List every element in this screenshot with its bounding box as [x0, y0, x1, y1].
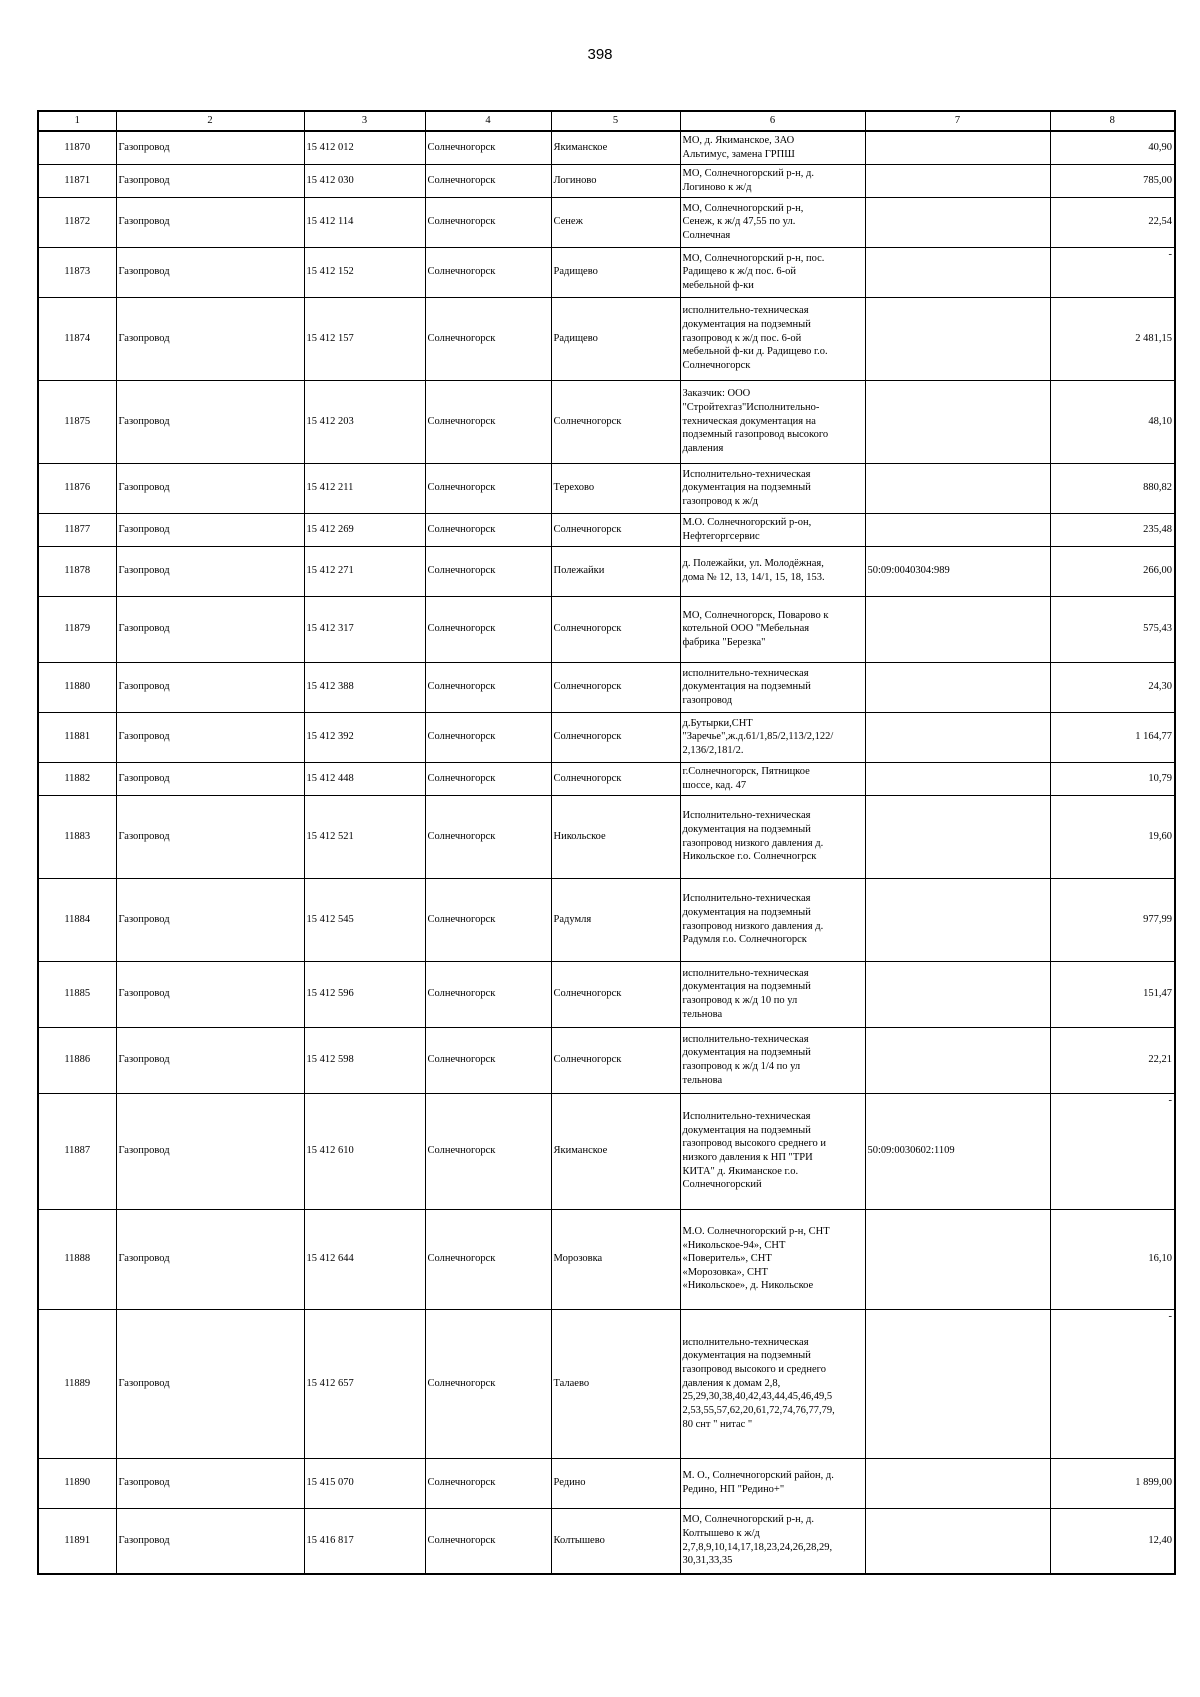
- table-row: [38, 795, 1175, 878]
- column-header: 5: [551, 111, 680, 131]
- object-type-cell: Газопровод: [116, 878, 304, 961]
- district-cell: Солнечногорск: [425, 1508, 551, 1574]
- table-row: [38, 1209, 1175, 1309]
- cadastral-number-cell: [865, 961, 1050, 1027]
- cadastral-number-cell: [865, 712, 1050, 762]
- cadastral-number-cell: [865, 197, 1050, 247]
- table-row: [38, 513, 1175, 546]
- value-cell: 16,10: [1050, 1209, 1175, 1309]
- locality-cell: Солнечногорск: [551, 662, 680, 712]
- object-type-cell: Газопровод: [116, 662, 304, 712]
- locality-cell: Солнечногорск: [551, 513, 680, 546]
- district-cell: Солнечногорск: [425, 463, 551, 513]
- description-cell: МО, Солнечногорский р-н, д. Логиново к ж/д: [680, 164, 865, 197]
- locality-cell: Логиново: [551, 164, 680, 197]
- cadastral-number-cell: [865, 596, 1050, 662]
- object-type-cell: Газопровод: [116, 380, 304, 463]
- locality-cell: Никольское: [551, 795, 680, 878]
- row-number-cell: 11891: [38, 1508, 116, 1574]
- code-cell: 15 412 211: [304, 463, 425, 513]
- description-cell: исполнительно-техническая документация на подземный газопровод высокого и среднего давления к домам 2,8, 25,29,30,38,40,42,43,44,45,46,49,5 2,53,55,57,62,20,61,72,74,76,77,79, 80 снт " нитас ": [680, 1309, 865, 1458]
- code-cell: 15 412 271: [304, 546, 425, 596]
- description-cell: М.О. Солнечногорский р-он, Нефтегоргсервис: [680, 513, 865, 546]
- description-cell: МО, Солнечногорск, Поварово к котельной ООО "Мебельная фабрика "Березка": [680, 596, 865, 662]
- locality-cell: Солнечногорск: [551, 961, 680, 1027]
- description-cell: МО, д. Якиманское, ЗАО Альтимус, замена ГРПШ: [680, 131, 865, 164]
- row-number-cell: 11874: [38, 297, 116, 380]
- code-cell: 15 412 152: [304, 247, 425, 297]
- code-cell: 15 412 610: [304, 1093, 425, 1209]
- district-cell: Солнечногорск: [425, 1458, 551, 1508]
- description-cell: Исполнительно-техническая документация на подземный газопровод к ж/д: [680, 463, 865, 513]
- row-number-cell: 11881: [38, 712, 116, 762]
- table-row: [38, 380, 1175, 463]
- code-cell: 15 412 598: [304, 1027, 425, 1093]
- description-cell: д. Полежайки, ул. Молодёжная, дома № 12, 13, 14/1, 15, 18, 153.: [680, 546, 865, 596]
- district-cell: Солнечногорск: [425, 247, 551, 297]
- object-type-cell: Газопровод: [116, 596, 304, 662]
- code-cell: 15 412 596: [304, 961, 425, 1027]
- value-cell: 22,54: [1050, 197, 1175, 247]
- table-row: [38, 131, 1175, 164]
- district-cell: Солнечногорск: [425, 131, 551, 164]
- cadastral-number-cell: [865, 380, 1050, 463]
- value-cell: 151,47: [1050, 961, 1175, 1027]
- cadastral-number-cell: [865, 164, 1050, 197]
- value-cell: 12,40: [1050, 1508, 1175, 1574]
- locality-cell: Солнечногорск: [551, 712, 680, 762]
- code-cell: 15 415 070: [304, 1458, 425, 1508]
- cadastral-number-cell: [865, 878, 1050, 961]
- value-cell: 40,90: [1050, 131, 1175, 164]
- locality-cell: Сенеж: [551, 197, 680, 247]
- code-cell: 15 412 030: [304, 164, 425, 197]
- locality-cell: Якиманское: [551, 131, 680, 164]
- cadastral-number-cell: [865, 1027, 1050, 1093]
- row-number-cell: 11886: [38, 1027, 116, 1093]
- value-cell: 266,00: [1050, 546, 1175, 596]
- object-type-cell: Газопровод: [116, 1309, 304, 1458]
- cadastral-number-cell: [865, 513, 1050, 546]
- cadastral-number-cell: 50:09:0030602:1109: [865, 1093, 1050, 1209]
- object-type-cell: Газопровод: [116, 164, 304, 197]
- value-cell: 1 164,77: [1050, 712, 1175, 762]
- row-number-cell: 11871: [38, 164, 116, 197]
- value-cell: 22,21: [1050, 1027, 1175, 1093]
- locality-cell: Солнечногорск: [551, 380, 680, 463]
- district-cell: Солнечногорск: [425, 164, 551, 197]
- code-cell: 15 412 448: [304, 762, 425, 795]
- district-cell: Солнечногорск: [425, 297, 551, 380]
- table-row: [38, 197, 1175, 247]
- value-cell: -: [1050, 1309, 1175, 1458]
- object-type-cell: Газопровод: [116, 546, 304, 596]
- code-cell: 15 412 392: [304, 712, 425, 762]
- value-cell: 575,43: [1050, 596, 1175, 662]
- code-cell: 15 412 203: [304, 380, 425, 463]
- table-row: [38, 164, 1175, 197]
- cadastral-number-cell: [865, 1309, 1050, 1458]
- code-cell: 15 416 817: [304, 1508, 425, 1574]
- code-cell: 15 412 644: [304, 1209, 425, 1309]
- row-number-cell: 11890: [38, 1458, 116, 1508]
- description-cell: МО, Солнечногорский р-н, Сенеж, к ж/д 47,55 по ул. Солнечная: [680, 197, 865, 247]
- row-number-cell: 11883: [38, 795, 116, 878]
- code-cell: 15 412 317: [304, 596, 425, 662]
- description-cell: МО, Солнечногорский р-н, д. Колтышево к ж/д 2,7,8,9,10,14,17,18,23,24,26,28,29, 30,31,33,35: [680, 1508, 865, 1574]
- description-cell: г.Солнечногорск, Пятницкое шоссе, кад. 47: [680, 762, 865, 795]
- table-row: [38, 247, 1175, 297]
- cadastral-number-cell: [865, 131, 1050, 164]
- value-cell: 10,79: [1050, 762, 1175, 795]
- locality-cell: Якиманское: [551, 1093, 680, 1209]
- locality-cell: Морозовка: [551, 1209, 680, 1309]
- cadastral-number-cell: [865, 1458, 1050, 1508]
- row-number-cell: 11877: [38, 513, 116, 546]
- page-number: 398: [587, 46, 613, 63]
- object-type-cell: Газопровод: [116, 1458, 304, 1508]
- value-cell: 19,60: [1050, 795, 1175, 878]
- object-type-cell: Газопровод: [116, 463, 304, 513]
- row-number-cell: 11872: [38, 197, 116, 247]
- value-cell: 977,99: [1050, 878, 1175, 961]
- row-number-cell: 11885: [38, 961, 116, 1027]
- code-cell: 15 412 657: [304, 1309, 425, 1458]
- table-row: [38, 1027, 1175, 1093]
- description-cell: исполнительно-техническая документация на подземный газопровод к ж/д пос. 6-ой мебельной ф-ки д. Радищево г.о. Солнечногорск: [680, 297, 865, 380]
- row-number-cell: 11882: [38, 762, 116, 795]
- table-row: [38, 712, 1175, 762]
- table-row: [38, 878, 1175, 961]
- header-row: [38, 111, 1175, 131]
- column-header: 8: [1050, 111, 1175, 131]
- description-cell: М. О., Солнечногорский район, д. Редино, НП "Редино+": [680, 1458, 865, 1508]
- object-type-cell: Газопровод: [116, 1209, 304, 1309]
- district-cell: Солнечногорск: [425, 878, 551, 961]
- cadastral-number-cell: [865, 762, 1050, 795]
- district-cell: Солнечногорск: [425, 1309, 551, 1458]
- cadastral-number-cell: [865, 463, 1050, 513]
- value-cell: 235,48: [1050, 513, 1175, 546]
- district-cell: Солнечногорск: [425, 1093, 551, 1209]
- description-cell: исполнительно-техническая документация на подземный газопровод к ж/д 1/4 по ул тельнова: [680, 1027, 865, 1093]
- row-number-cell: 11880: [38, 662, 116, 712]
- table-row: [38, 662, 1175, 712]
- description-cell: Исполнительно-техническая документация на подземный газопровод низкого давления д. Никольское г.о. Солнечногрск: [680, 795, 865, 878]
- table-row: [38, 961, 1175, 1027]
- table-row: [38, 1508, 1175, 1574]
- locality-cell: Колтышево: [551, 1508, 680, 1574]
- district-cell: Солнечногорск: [425, 961, 551, 1027]
- object-type-cell: Газопровод: [116, 297, 304, 380]
- object-type-cell: Газопровод: [116, 795, 304, 878]
- cadastral-number-cell: [865, 662, 1050, 712]
- locality-cell: Солнечногорск: [551, 1027, 680, 1093]
- code-cell: 15 412 012: [304, 131, 425, 164]
- cadastral-number-cell: 50:09:0040304:989: [865, 546, 1050, 596]
- value-cell: 880,82: [1050, 463, 1175, 513]
- locality-cell: Радищево: [551, 297, 680, 380]
- table-row: [38, 297, 1175, 380]
- table-row: [38, 1309, 1175, 1458]
- row-number-cell: 11875: [38, 380, 116, 463]
- value-cell: -: [1050, 247, 1175, 297]
- object-type-cell: Газопровод: [116, 197, 304, 247]
- cadastral-number-cell: [865, 247, 1050, 297]
- cadastral-number-cell: [865, 1508, 1050, 1574]
- locality-cell: Полежайки: [551, 546, 680, 596]
- column-header: 4: [425, 111, 551, 131]
- table-row: [38, 1093, 1175, 1209]
- column-header: 1: [38, 111, 116, 131]
- value-cell: 2 481,15: [1050, 297, 1175, 380]
- table-row: [38, 1458, 1175, 1508]
- code-cell: 15 412 545: [304, 878, 425, 961]
- object-type-cell: Газопровод: [116, 1508, 304, 1574]
- row-number-cell: 11879: [38, 596, 116, 662]
- row-number-cell: 11870: [38, 131, 116, 164]
- code-cell: 15 412 157: [304, 297, 425, 380]
- object-type-cell: Газопровод: [116, 1027, 304, 1093]
- district-cell: Солнечногорск: [425, 197, 551, 247]
- description-cell: д.Бутырки,СНТ "Заречье",ж.д.61/1,85/2,113/2,122/ 2,136/2,181/2.: [680, 712, 865, 762]
- locality-cell: Солнечногорск: [551, 596, 680, 662]
- row-number-cell: 11889: [38, 1309, 116, 1458]
- locality-cell: Редино: [551, 1458, 680, 1508]
- description-cell: МО, Солнечногорский р-н, пос. Радищево к ж/д пос. 6-ой мебельной ф-ки: [680, 247, 865, 297]
- cadastral-number-cell: [865, 1209, 1050, 1309]
- row-number-cell: 11878: [38, 546, 116, 596]
- code-cell: 15 412 269: [304, 513, 425, 546]
- table-row: [38, 546, 1175, 596]
- column-header: 3: [304, 111, 425, 131]
- column-header: 6: [680, 111, 865, 131]
- code-cell: 15 412 388: [304, 662, 425, 712]
- row-number-cell: 11876: [38, 463, 116, 513]
- district-cell: Солнечногорск: [425, 1027, 551, 1093]
- district-cell: Солнечногорск: [425, 546, 551, 596]
- district-cell: Солнечногорск: [425, 762, 551, 795]
- object-type-cell: Газопровод: [116, 131, 304, 164]
- description-cell: Заказчик: ООО "Стройтехгаз"Исполнительно- техническая документация на подземный газопровод высокого давления: [680, 380, 865, 463]
- object-type-cell: Газопровод: [116, 513, 304, 546]
- code-cell: 15 412 521: [304, 795, 425, 878]
- locality-cell: Радищево: [551, 247, 680, 297]
- table-row: [38, 596, 1175, 662]
- row-number-cell: 11888: [38, 1209, 116, 1309]
- locality-cell: Солнечногорск: [551, 762, 680, 795]
- district-cell: Солнечногорск: [425, 1209, 551, 1309]
- registry-table: [37, 110, 1176, 1575]
- object-type-cell: Газопровод: [116, 712, 304, 762]
- description-cell: Исполнительно-техническая документация на подземный газопровод высокого среднего и низкого давления к НП "ТРИ КИТА" д. Якиманское г.о. Солнечногорский: [680, 1093, 865, 1209]
- value-cell: -: [1050, 1093, 1175, 1209]
- district-cell: Солнечногорск: [425, 380, 551, 463]
- column-header: 2: [116, 111, 304, 131]
- cadastral-number-cell: [865, 297, 1050, 380]
- locality-cell: Талаево: [551, 1309, 680, 1458]
- object-type-cell: Газопровод: [116, 961, 304, 1027]
- row-number-cell: 11887: [38, 1093, 116, 1209]
- district-cell: Солнечногорск: [425, 712, 551, 762]
- value-cell: 48,10: [1050, 380, 1175, 463]
- description-cell: исполнительно-техническая документация на подземный газопровод: [680, 662, 865, 712]
- cadastral-number-cell: [865, 795, 1050, 878]
- table-row: [38, 762, 1175, 795]
- value-cell: 785,00: [1050, 164, 1175, 197]
- district-cell: Солнечногорск: [425, 795, 551, 878]
- locality-cell: Радумля: [551, 878, 680, 961]
- district-cell: Солнечногорск: [425, 596, 551, 662]
- row-number-cell: 11884: [38, 878, 116, 961]
- object-type-cell: Газопровод: [116, 762, 304, 795]
- district-cell: Солнечногорск: [425, 662, 551, 712]
- row-number-cell: 11873: [38, 247, 116, 297]
- object-type-cell: Газопровод: [116, 247, 304, 297]
- value-cell: 24,30: [1050, 662, 1175, 712]
- column-header: 7: [865, 111, 1050, 131]
- table-row: [38, 463, 1175, 513]
- object-type-cell: Газопровод: [116, 1093, 304, 1209]
- description-cell: М.О. Солнечногорский р-н, СНТ «Никольское-94», СНТ «Поверитель», СНТ «Морозовка», СНТ «Никольское», д. Никольское: [680, 1209, 865, 1309]
- code-cell: 15 412 114: [304, 197, 425, 247]
- district-cell: Солнечногорск: [425, 513, 551, 546]
- value-cell: 1 899,00: [1050, 1458, 1175, 1508]
- description-cell: Исполнительно-техническая документация на подземный газопровод низкого давления д. Радумля г.о. Солнечногорск: [680, 878, 865, 961]
- locality-cell: Терехово: [551, 463, 680, 513]
- description-cell: исполнительно-техническая документация на подземный газопровод к ж/д 10 по ул тельнова: [680, 961, 865, 1027]
